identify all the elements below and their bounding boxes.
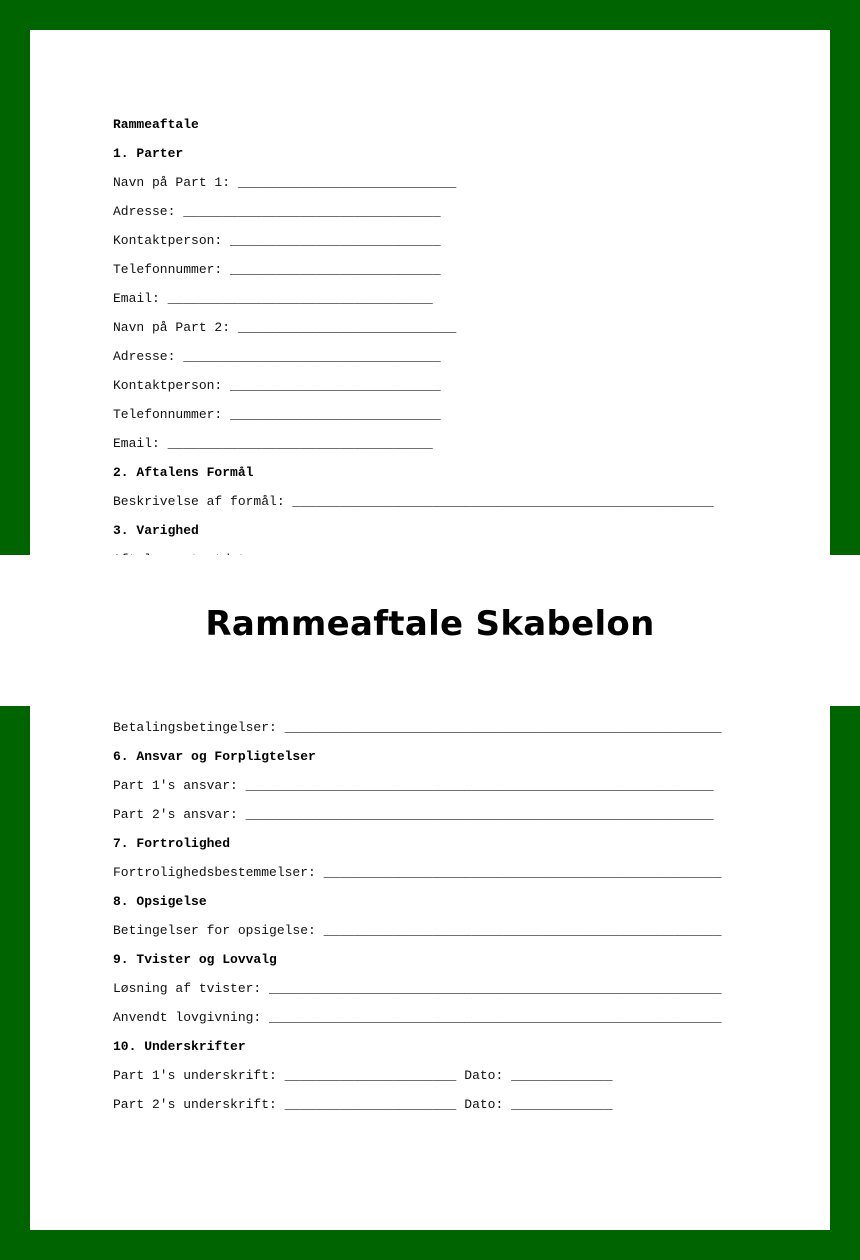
signature-label-part2: Part 2's underskrift: ______________________	[113, 1097, 457, 1112]
banner-title: Rammeaftale Skabelon	[205, 604, 655, 644]
signature-date-part1: Dato: _____________	[464, 1068, 613, 1083]
signature-date-part2: Dato: _____________	[464, 1097, 613, 1112]
field-part1-phone: Telefonnummer: ___________________________	[113, 262, 441, 277]
field-dispute-resolution: Løsning af tvister: __________________________________________________________	[113, 981, 722, 996]
field-part2-contact: Kontaktperson: ___________________________	[113, 378, 441, 393]
field-part1-name: Navn på Part 1: ____________________________	[113, 175, 457, 190]
field-confidentiality: Fortrolighedsbestemmelser: ___________________________________________________	[113, 865, 722, 880]
page-bottom-content	[113, 720, 813, 1126]
section-heading-formaal: 2. Aftalens Formål	[113, 465, 254, 480]
section-heading-fortrolighed: 7. Fortrolighed	[113, 836, 231, 851]
section-heading-varighed: 3. Varighed	[113, 523, 199, 538]
field-termination-conditions: Betingelser for opsigelse: ___________________________________________________	[113, 923, 722, 938]
field-part2-address: Adresse: _________________________________	[113, 349, 441, 364]
section-heading-parter: 1. Parter	[113, 146, 184, 161]
signature-row-part1	[113, 1068, 813, 1097]
field-part1-address: Adresse: _________________________________	[113, 204, 441, 219]
field-part2-name: Navn på Part 2: ____________________________	[113, 320, 457, 335]
field-part1-email: Email: __________________________________	[113, 291, 433, 306]
field-purpose-description: Beskrivelse af formål: ______________________________________________________	[113, 494, 714, 509]
signature-row-part2	[113, 1097, 813, 1126]
field-payment-terms: Betalingsbetingelser: ________________________________________________________	[113, 720, 722, 735]
field-part2-email: Email: __________________________________	[113, 436, 433, 451]
field-part2-responsibility: Part 2's ansvar: ____________________________________________________________	[113, 807, 714, 822]
field-part2-phone: Telefonnummer: ___________________________	[113, 407, 441, 422]
title-banner	[0, 555, 860, 706]
section-heading-ansvar: 6. Ansvar og Forpligtelser	[113, 749, 316, 764]
document-page-top	[30, 30, 830, 555]
section-heading-tvister: 9. Tvister og Lovvalg	[113, 952, 277, 967]
document-title: Rammeaftale	[113, 117, 199, 132]
field-part1-contact: Kontaktperson: ___________________________	[113, 233, 441, 248]
section-heading-opsigelse: 8. Opsigelse	[113, 894, 207, 909]
document-page-bottom	[30, 706, 830, 1230]
page-top-content	[113, 117, 813, 581]
field-governing-law: Anvendt lovgivning: __________________________________________________________	[113, 1010, 722, 1025]
field-part1-responsibility: Part 1's ansvar: ____________________________________________________________	[113, 778, 714, 793]
signature-label-part1: Part 1's underskrift: ______________________	[113, 1068, 457, 1083]
section-heading-underskrifter: 10. Underskrifter	[113, 1039, 246, 1054]
